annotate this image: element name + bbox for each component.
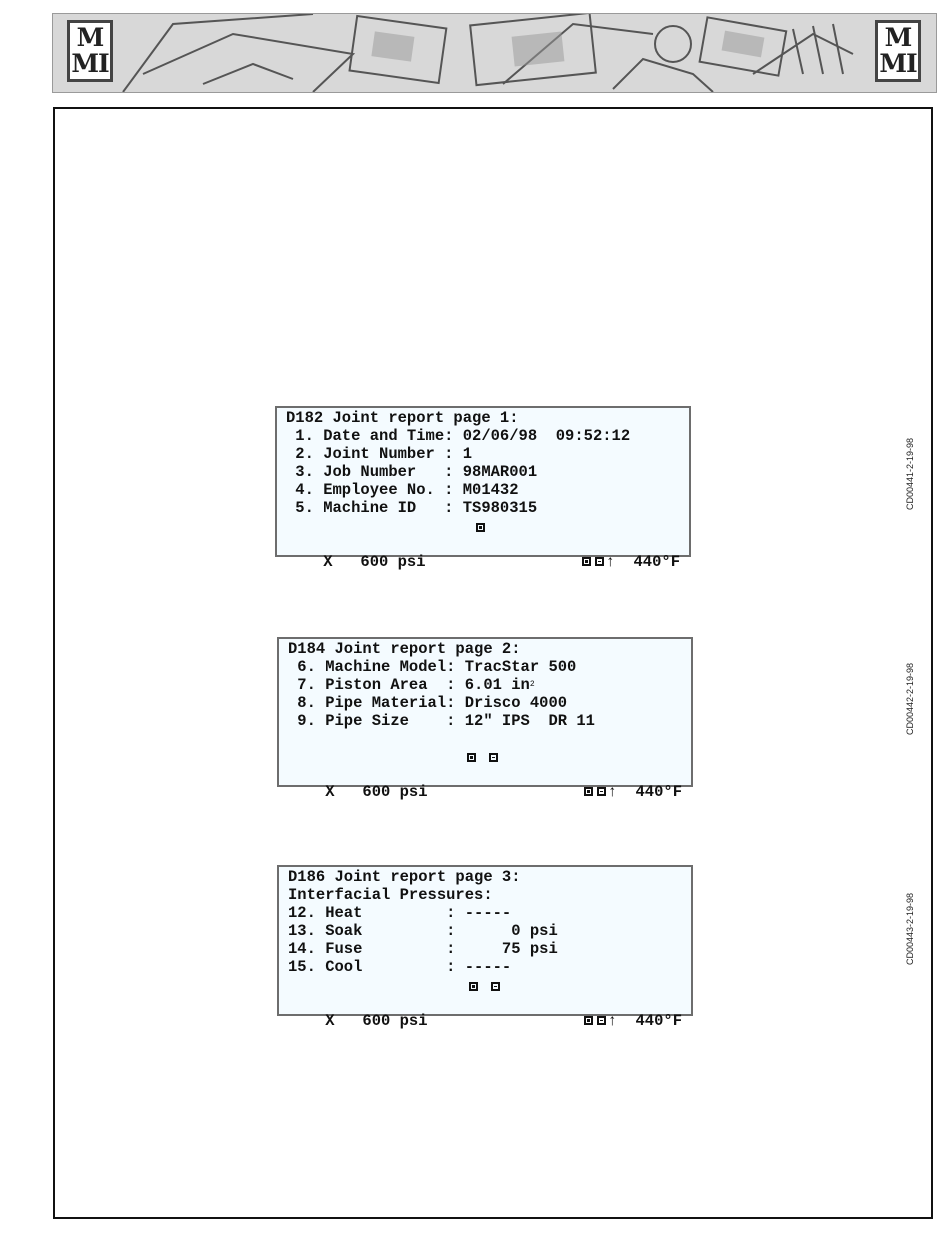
lcd-screen-joint-report-page-1 bbox=[275, 406, 691, 571]
status-right bbox=[526, 994, 682, 1048]
screen-title: D182 Joint report page 1: bbox=[286, 409, 519, 427]
field-fuse: 14. Fuse : 75 psi bbox=[288, 940, 558, 958]
section-heading: Interfacial Pressures: bbox=[288, 886, 493, 904]
clock-icon bbox=[595, 557, 604, 566]
status-temperature: 440°F bbox=[633, 553, 680, 571]
field-heat: 12. Heat : ----- bbox=[288, 904, 512, 922]
screen-title: D186 Joint report page 3: bbox=[288, 868, 521, 886]
field-machine-model: 6. Machine Model: TracStar 500 bbox=[288, 658, 577, 676]
lcd-screen-joint-report-page-3 bbox=[277, 865, 693, 1030]
status-bar bbox=[288, 994, 682, 1030]
field-pipe-size: 9. Pipe Size : 12" IPS DR 11 bbox=[288, 712, 595, 730]
status-right bbox=[526, 765, 682, 819]
status-pressure: X 600 psi bbox=[325, 1012, 428, 1030]
field-joint-number: 2. Joint Number : 1 bbox=[286, 445, 473, 463]
logo-text-bottom: MI bbox=[71, 49, 109, 78]
header-banner bbox=[52, 13, 937, 93]
field-employee-no: 4. Employee No. : M01432 bbox=[286, 481, 519, 499]
status-temperature: 440°F bbox=[635, 783, 682, 801]
figure-caption-1: CD00441-2-19-98 bbox=[905, 437, 915, 510]
clock-icon bbox=[597, 787, 606, 796]
logo-text-bottom: MI bbox=[879, 49, 917, 78]
heater-icon bbox=[582, 557, 591, 566]
exponent: 2 bbox=[529, 680, 535, 689]
screen-title: D184 Joint report page 2: bbox=[288, 640, 521, 658]
field-pipe-material: 8. Pipe Material: Drisco 4000 bbox=[288, 694, 568, 712]
field-date-time: 1. Date and Time: 02/06/98 09:52:12 bbox=[286, 427, 631, 445]
heater-icon bbox=[584, 787, 593, 796]
status-right bbox=[524, 535, 680, 589]
mmi-logo-right bbox=[875, 20, 921, 82]
lcd-screen-joint-report-page-2 bbox=[277, 637, 693, 801]
status-pressure: X 600 psi bbox=[325, 783, 428, 801]
plus-key-icon bbox=[476, 523, 485, 532]
field-job-number: 3. Job Number : 98MAR001 bbox=[286, 463, 538, 481]
minus-key-icon bbox=[491, 982, 500, 991]
field-piston-area: 7. Piston Area : 6.01 $in^2$ bbox=[288, 676, 535, 694]
mmi-logo-left bbox=[67, 20, 113, 82]
status-temperature: 440°F bbox=[635, 1012, 682, 1030]
status-pressure: X 600 psi bbox=[323, 553, 426, 571]
plus-key-icon bbox=[469, 982, 478, 991]
logo-text-top: M bbox=[76, 23, 104, 52]
up-arrow-icon: ↑ bbox=[607, 783, 617, 801]
figure-caption-2: CD00442-2-19-98 bbox=[905, 662, 915, 735]
figure-caption-3: CD00443-2-19-98 bbox=[905, 892, 915, 965]
clock-icon bbox=[597, 1016, 606, 1025]
status-bar bbox=[286, 535, 680, 571]
minus-key-icon bbox=[489, 753, 498, 762]
field-soak: 13. Soak : 0 psi bbox=[288, 922, 558, 940]
logo-text-top: M bbox=[884, 23, 912, 52]
up-arrow-icon: ↑ bbox=[605, 553, 615, 571]
heater-icon bbox=[584, 1016, 593, 1025]
up-arrow-icon: ↑ bbox=[607, 1012, 617, 1030]
plus-key-icon bbox=[467, 753, 476, 762]
field-machine-id: 5. Machine ID : TS980315 bbox=[286, 499, 538, 517]
machinery-illustration bbox=[53, 14, 936, 92]
status-bar bbox=[288, 765, 682, 801]
field-cool: 15. Cool : ----- bbox=[288, 958, 512, 976]
